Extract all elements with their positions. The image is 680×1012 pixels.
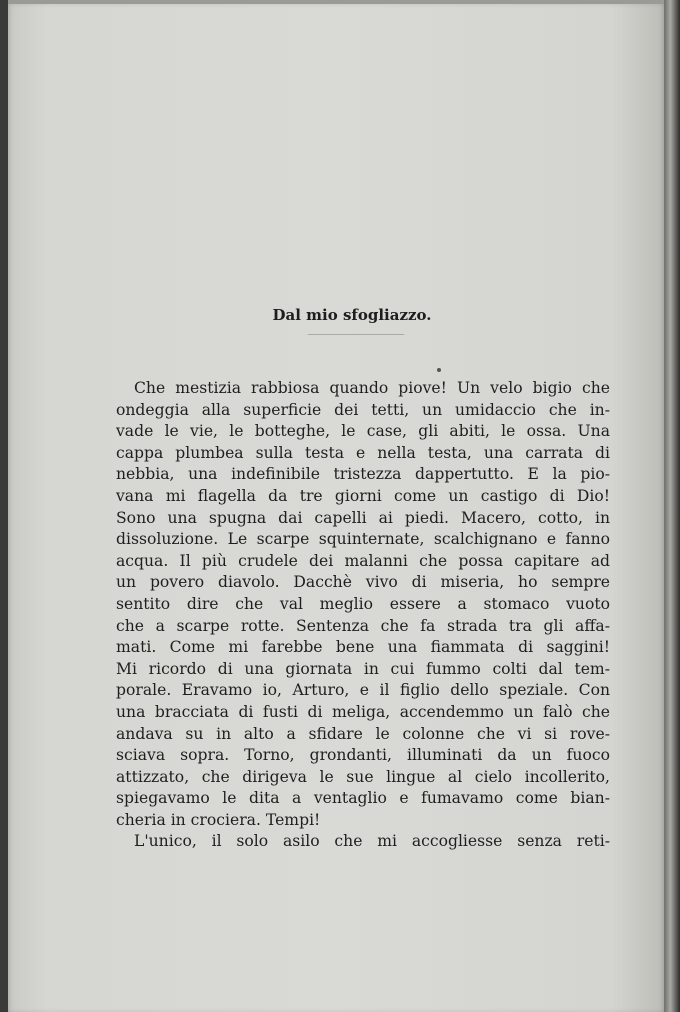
text-line: sentito dire che val meglio essere a stomaco vuoto	[116, 594, 610, 613]
text-line: porale. Eravamo io, Arturo, e il figlio dello speziale. Con	[116, 681, 610, 700]
text-line: attizzato, che dirigeva le sue lingue al cielo incollerito,	[116, 767, 610, 786]
text-line: andava su in alto a sfidare le colonne che vi si rove-	[116, 724, 610, 743]
text-line: vade le vie, le botteghe, le case, gli abiti, le ossa. Una	[116, 422, 610, 441]
text-line: una bracciata di fusti di meliga, accendemmo un falò che	[116, 702, 610, 721]
page-top-edge	[8, 0, 664, 4]
text-line: cappa plumbea sulla testa e nella testa, una carrata di	[116, 443, 610, 462]
text-line: mati. Come mi farebbe bene una fiammata di saggini!	[116, 638, 610, 657]
text-line: L'unico, il solo asilo che mi accogliesse senza reti-	[134, 832, 610, 851]
text-line: Che mestizia rabbiosa quando piove! Un velo bigio che	[134, 379, 610, 397]
text-line: acqua. Il più crudele dei malanni che possa capitare ad	[116, 551, 610, 570]
text-line: ondeggia alla superficie dei tetti, un umidaccio che in-	[116, 400, 610, 419]
text-line: spiegavamo le dita a ventaglio e fumavamo come bian-	[116, 789, 610, 808]
text-line: che a scarpe rotte. Sentenza che fa strada tra gli affa-	[116, 616, 610, 635]
ink-spot	[437, 368, 441, 372]
page-gutter-edge	[664, 0, 680, 1012]
text-line: cheria in crociera. Tempi!	[116, 810, 321, 829]
title-underline	[308, 334, 404, 335]
text-line: vana mi flagella da tre giorni come un castigo di Dio!	[116, 486, 610, 505]
text-line: Mi ricordo di una giornata in cui fummo colti dal tem-	[116, 659, 610, 678]
chapter-title: Dal mio sfogliazzo.	[272, 306, 432, 324]
text-line: un povero diavolo. Dacchè vivo di miseria, ho sempre	[116, 573, 610, 592]
text-line: dissoluzione. Le scarpe squinternate, scalchignano e fanno	[116, 530, 610, 549]
text-line: Sono una spugna dai capelli ai piedi. Macero, cotto, in	[116, 508, 610, 527]
text-line: nebbia, una indefinibile tristezza dappertutto. E la pio-	[116, 465, 610, 484]
text-line: sciava sopra. Torno, grondanti, illuminati da un fuoco	[116, 746, 610, 765]
body-text	[116, 378, 610, 853]
